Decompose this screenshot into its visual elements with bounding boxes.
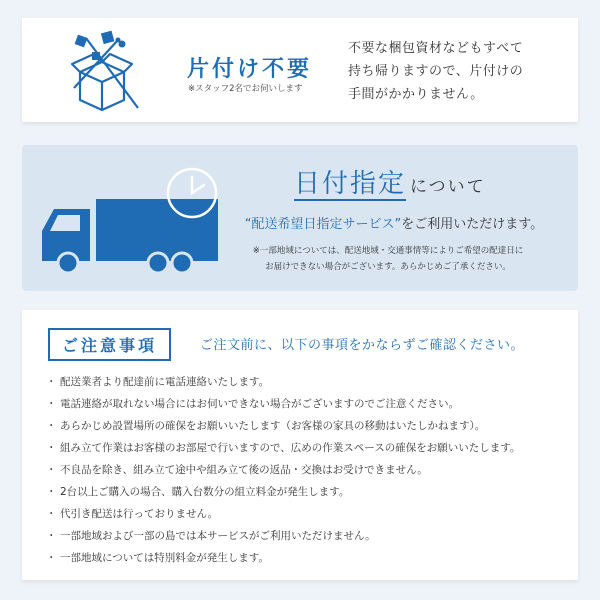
bullet: ・ (46, 442, 57, 454)
list-item (46, 437, 566, 459)
list-item (46, 459, 566, 481)
list-item-text: 不良品を除き、組み立て途中や組み立て後の返品・交換はお受けできません。 (60, 464, 428, 476)
list-item (46, 415, 566, 437)
list-item (46, 481, 566, 503)
truck-with-clock-icon (36, 165, 226, 277)
list-item (46, 503, 566, 525)
note-line: ※一部地域については、配送地域・交通事情等によりご希望の配達日に (252, 246, 524, 256)
bullet: ・ (46, 552, 57, 564)
description-line: 不要な梱包資材などもすべて (348, 41, 524, 56)
list-item (46, 525, 566, 547)
delivery-date-card (22, 145, 578, 291)
list-item-text: 配送業者より配達前に電話連絡いたします。 (60, 376, 270, 388)
list-item-text: 電話連絡が取れない場合にはお伺いできない場合がございますのでご注意ください。 (60, 398, 459, 410)
list-item-text: 一部地域および一部の島では本サービスがご利用いただけません。 (60, 530, 376, 542)
list-item-text: 2台以上ご購入の場合、購入台数分の組立料金が発生します。 (60, 486, 350, 498)
notice-list (46, 371, 566, 569)
bullet: ・ (46, 464, 57, 476)
bullet: ・ (46, 486, 57, 498)
list-item-text: あらかじめ設置場所の確保をお願いいたします（お客様の家具の移動はいたしかねます）。 (60, 420, 486, 432)
service-line (224, 213, 564, 232)
list-item (46, 393, 566, 415)
box-with-packing-material-icon (52, 28, 152, 112)
bullet: ・ (46, 420, 57, 432)
notice-card (22, 310, 578, 580)
list-item (46, 547, 566, 569)
service-name: “配送希望日指定サービス” (244, 217, 402, 232)
delivery-date-title: 日付指定 (294, 169, 407, 199)
description-line: 手間がかかりません。 (348, 87, 484, 102)
delivery-date-title-suffix: について (410, 177, 486, 197)
bullet: ・ (46, 508, 57, 520)
list-item (46, 371, 566, 393)
bullet: ・ (46, 530, 57, 542)
list-item-text: 組み立て作業はお客様のお部屋で行いますので、広めの作業スペースの確保をお願いいたします。 (60, 442, 521, 454)
description-line: 持ち帰りますので、片付けの (348, 64, 524, 79)
note-line: お届けできない場合がございます。あらかじめご了承ください。 (265, 262, 511, 272)
delivery-date-heading (294, 163, 486, 200)
bullet: ・ (46, 376, 57, 388)
no-cleanup-title: 片付け不要 (187, 57, 313, 82)
no-cleanup-card (22, 18, 578, 122)
delivery-date-note (218, 243, 558, 275)
notice-title: ご注意事項 (48, 328, 171, 361)
list-item-text: 一部地域については特別料金が発生します。 (60, 552, 269, 564)
notice-lead: ご注文前に、以下の事項をかならずご確認ください。 (200, 338, 525, 353)
service-suffix: をご利用いただけます。 (401, 217, 544, 232)
list-item-text: 代引き配送は行っておりません。 (60, 508, 219, 520)
bullet: ・ (46, 398, 57, 410)
no-cleanup-description (348, 37, 558, 106)
no-cleanup-note: ※スタッフ2名でお伺いします (188, 84, 303, 94)
